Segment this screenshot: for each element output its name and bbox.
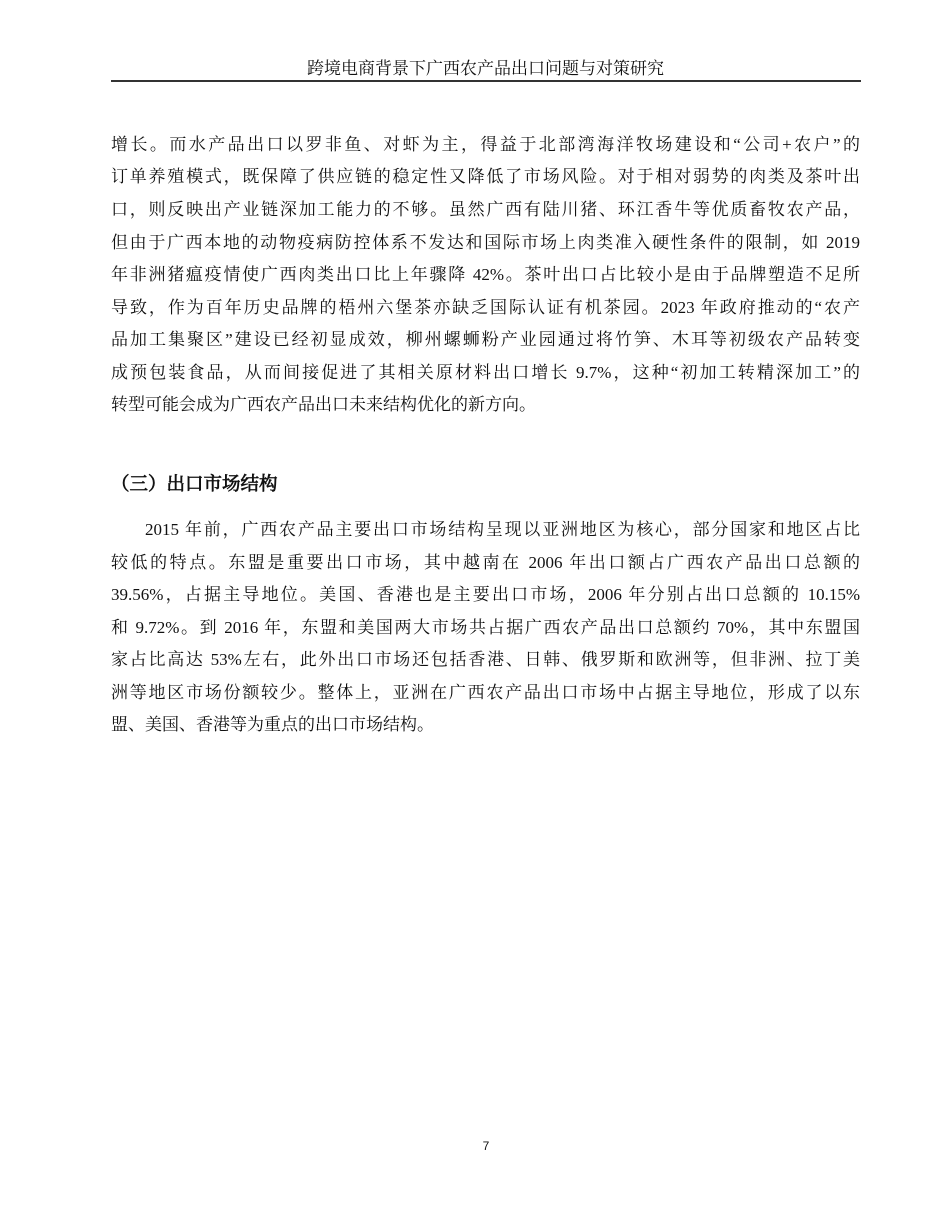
text-line: 年非洲猪瘟疫情使广西肉类出口比上年骤降 42%。茶叶出口占比较小是由于品牌塑造不足所 xyxy=(111,265,860,284)
text-line: 转型可能会成为广西农产品出口未来结构优化的新方向。 xyxy=(111,395,536,414)
text-line: 口，则反映出产业链深加工能力的不够。虽然广西有陆川猪、环江香牛等优质畜牧农产品， xyxy=(111,200,860,219)
text-line: 成预包装食品，从而间接促进了其相关原材料出口增长 9.7%，这种“初加工转精深加工”的 xyxy=(111,363,860,382)
text-line: 订单养殖模式，既保障了供应链的稳定性又降低了市场风险。对于相对弱势的肉类及茶叶出 xyxy=(111,167,860,186)
header-rule xyxy=(111,80,861,82)
text-line: 较低的特点。东盟是重要出口市场，其中越南在 2006 年出口额占广西农产品出口总额的 xyxy=(111,553,860,572)
text-line: 导致，作为百年历史品牌的梧州六堡茶亦缺乏国际认证有机茶园。2023 年政府推动的“农产 xyxy=(111,298,860,317)
text-line: 但由于广西本地的动物疫病防控体系不发达和国际市场上肉类准入硬性条件的限制，如 2019 xyxy=(111,233,860,252)
text-line: 2015 年前，广西农产品主要出口市场结构呈现以亚洲地区为核心，部分国家和地区占比 xyxy=(145,520,860,539)
text-line: 39.56%，占据主导地位。美国、香港也是主要出口市场，2006 年分别占出口总额的 10.15% xyxy=(111,585,860,604)
text-line: 品加工集聚区”建设已经初显成效，柳州螺蛳粉产业园通过将竹笋、木耳等初级农产品转变 xyxy=(111,330,860,349)
text-line: 盟、美国、香港等为重点的出口市场结构。 xyxy=(111,715,434,734)
text-line: 增长。而水产品出口以罗非鱼、对虾为主，得益于北部湾海洋牧场建设和“公司+农户”的 xyxy=(111,135,860,154)
running-header: 跨境电商背景下广西农产品出口问题与对策研究 xyxy=(307,59,664,78)
text-line: 洲等地区市场份额较少。整体上，亚洲在广西农产品出口市场中占据主导地位，形成了以东 xyxy=(111,683,860,702)
text-line: 家占比高达 53%左右，此外出口市场还包括香港、日韩、俄罗斯和欧洲等，但非洲、拉丁美 xyxy=(111,650,860,669)
text-line: 和 9.72%。到 2016 年，东盟和美国两大市场共占据广西农产品出口总额约 70%，其中东盟国 xyxy=(111,618,860,637)
section-heading: （三）出口市场结构 xyxy=(111,474,278,495)
page-number: 7 xyxy=(482,1139,490,1153)
